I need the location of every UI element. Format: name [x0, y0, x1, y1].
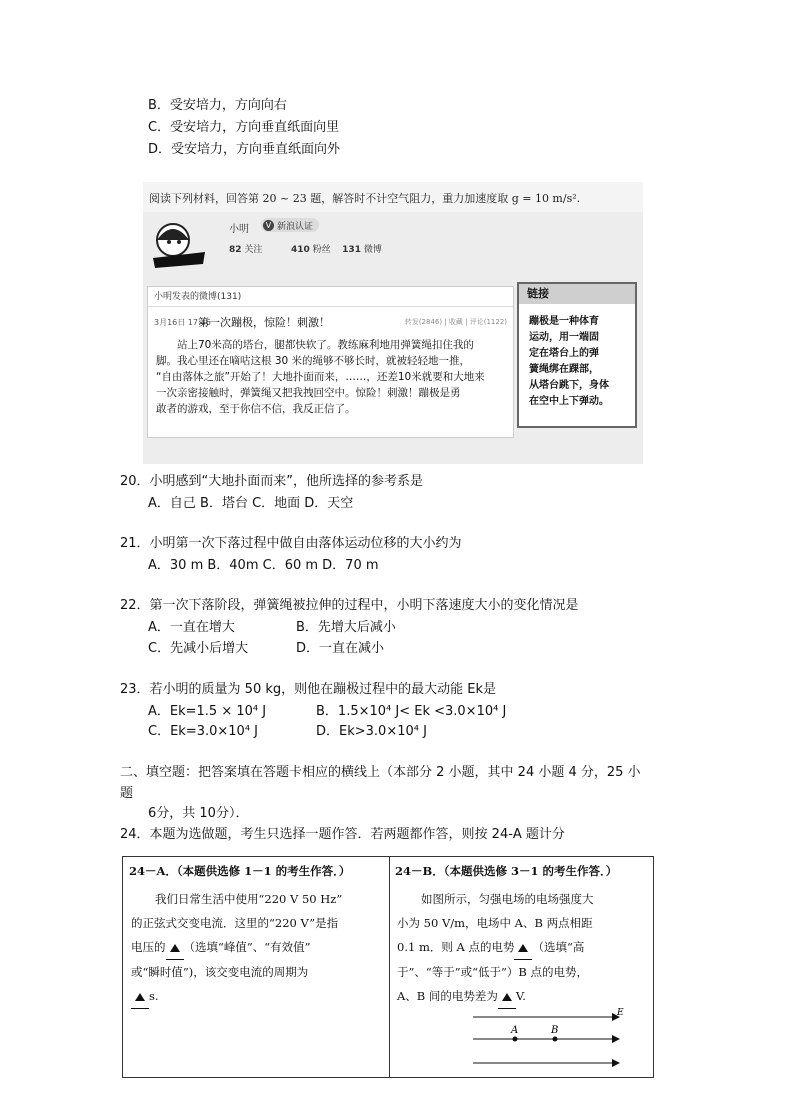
link-line: 运动，用一端固: [529, 332, 599, 343]
link-line: 定在塔台上的弹: [529, 348, 599, 359]
q24a-line: 的正弦式交变电流．这里的“220 V”是指: [131, 916, 339, 930]
material-intro: 阅读下列材料，回答第 20 ~ 23 题，解答时不计空气阻力，重力加速度取 g = 10 m/s².: [149, 192, 581, 205]
triangle-icon: [502, 993, 512, 1001]
q24-stem: 24．本题为选做题，考生只选择一题作答．若两题都作答，则按 24-A 题计分: [120, 827, 565, 842]
q24b-line3b: （选填“高: [532, 940, 585, 954]
q23-option-b: B．1.5×10⁴ J< Ek <3.0×10⁴ J: [316, 704, 507, 719]
q24b-line: [397, 935, 594, 960]
follow-count: 82: [229, 245, 242, 255]
label-e: E: [617, 1008, 624, 1018]
label-b: B: [551, 1025, 559, 1036]
q23-option-c: C．Ek=3.0×10⁴ J: [148, 724, 258, 739]
link-line: 从塔台跳下，身体: [529, 380, 609, 391]
option-b-prev: B．受安培力，方向向右: [148, 98, 287, 113]
q24b-line5a: A、B 间的电势差为: [397, 989, 498, 1003]
q23-option-a: A．Ek=1.5 × 10⁴ J: [148, 704, 267, 719]
q21-stem: 21．小明第一次下落过程中做自由落体运动位移的大小约为: [120, 536, 462, 551]
follow-label: 关注: [244, 245, 263, 255]
section2-heading: 二、填空题：把答案填在答题卡相应的横线上（本部分 2 小题，其中 24 小题 4 分，25 小: [120, 765, 641, 780]
section2-points: 6分，共 10分）．: [148, 806, 249, 821]
q24b-heading: 24－B．（本题供选修 3－1 的考生作答．）: [395, 864, 618, 878]
electric-field-diagram: [469, 1005, 629, 1075]
option-d-prev: D．受安培力，方向垂直纸面向外: [148, 142, 341, 157]
post-actions: 转发(2846) | 收藏 | 评论(1122): [404, 318, 507, 326]
posts-label: 微博: [363, 245, 382, 255]
avatar-icon: [149, 218, 209, 274]
post-line: 敢者的游戏，至于你信不信，我反正信了。: [156, 403, 356, 415]
post-title: 第一次蹦极，惊险！刺激！: [198, 316, 330, 329]
posts-count: 131: [342, 245, 361, 255]
fans-label: 粉丝: [312, 245, 331, 255]
q24a-line: [131, 984, 342, 1009]
weibo-post: [147, 286, 514, 438]
q24a-line3b: （选填“峰值”、“有效值”: [183, 940, 311, 954]
q23-stem: 23．若小明的质量为 50 kg，则他在蹦极过程中的最大动能 Ek是: [120, 682, 497, 697]
q23-option-d: D．Ek>3.0×10⁴ J: [316, 724, 427, 739]
link-title: 链接: [519, 284, 635, 304]
post-header: 小明发表的微博(131): [148, 287, 513, 307]
q22-option-b: B．先增大后减小: [296, 620, 396, 635]
link-box: [517, 282, 637, 428]
q24-box: [122, 856, 654, 1078]
link-line: 簧绳绑在踝部，: [529, 364, 599, 375]
q24a-panel: [123, 857, 390, 1077]
label-a: A: [511, 1025, 519, 1036]
q24b-line3a: 0.1 m．则 A 点的电势: [397, 940, 515, 954]
post-line: 站上70米高的塔台，腿都快软了。教练麻利地用弹簧绳扣住我的: [177, 339, 474, 351]
triangle-icon: [518, 944, 528, 952]
link-line: 在空中上下弹动。: [529, 396, 609, 407]
q22-stem: 22．第一次下落阶段，弹簧绳被拉伸的过程中，小明下落速度大小的变化情况是: [120, 598, 579, 613]
q24b-line: 小为 50 V/m，电场中 A、B 两点相距: [397, 916, 593, 930]
link-body: [529, 314, 609, 410]
post-body: [156, 337, 508, 417]
weibo-material: [143, 182, 643, 444]
q24b-line5b: V.: [515, 989, 526, 1003]
point-a: [513, 1037, 518, 1042]
avatar: [149, 218, 209, 274]
verify-icon: V: [263, 220, 274, 231]
q20-stem: 20．小明感到“大地扑面而来”，他所选择的参考系是: [120, 474, 424, 489]
q24b-line: 于”、“等于”或“低于”）B 点的电势，: [397, 965, 589, 979]
triangle-icon: [170, 944, 180, 952]
fans-count: 410: [291, 245, 310, 255]
section2-heading-cont: 题: [120, 786, 134, 801]
q24a-line: [131, 935, 342, 960]
weibo-username: 小明: [229, 224, 249, 235]
q22-option-d: D．一直在减小: [296, 641, 385, 656]
verify-badge: [261, 218, 319, 232]
answer-blank-1[interactable]: [166, 935, 184, 960]
triangle-icon: [135, 993, 145, 1001]
q22-option-c: C．先减小后增大: [148, 641, 249, 656]
q20-options: A．自己 B．塔台 C．地面 D．天空: [148, 496, 354, 511]
answer-blank-2[interactable]: [131, 984, 149, 1009]
q24b-panel: [389, 857, 653, 1077]
q22-option-a: A．一直在增大: [148, 620, 235, 635]
q24a-line: 我们日常生活中使用“220 V 50 Hz”: [155, 892, 343, 906]
q24a-line3a: 电压的: [131, 940, 166, 954]
post-time: 3月16日 17:46: [154, 318, 211, 327]
post-line: 一次亲密接触时，弹簧绳又把我拽回空中。惊险！刺激！蹦极是勇: [156, 387, 461, 399]
q24a-line5: s.: [149, 989, 159, 1003]
link-line: 蹦极是一种体育: [529, 316, 599, 327]
weibo-stats: [229, 242, 382, 255]
q24b-line: 如图所示，匀强电场的电场强度大: [421, 892, 594, 906]
q21-options: A．30 m B．40m C．60 m D．70 m: [148, 558, 379, 573]
post-line: “自由落体之旅”开始了！大地扑面而来，……，还差10米就要和大地来: [156, 371, 485, 383]
point-b: [553, 1037, 558, 1042]
q24a-text: [131, 887, 342, 1009]
post-line: 脚。我心里还在嘀咕这根 30 米的绳够不够长时，就被轻轻地一推，: [156, 355, 471, 367]
verify-label: 新浪认证: [277, 221, 314, 232]
q24a-line: 或“瞬时值”)，该交变电流的周期为: [131, 965, 309, 979]
q24b-text: [397, 887, 594, 1009]
option-c-prev: C．受安培力，方向垂直纸面向里: [148, 120, 340, 135]
answer-blank-3[interactable]: [514, 935, 532, 960]
q24a-heading: 24－A．（本题供选修 1－1 的考生作答．）: [129, 864, 351, 878]
